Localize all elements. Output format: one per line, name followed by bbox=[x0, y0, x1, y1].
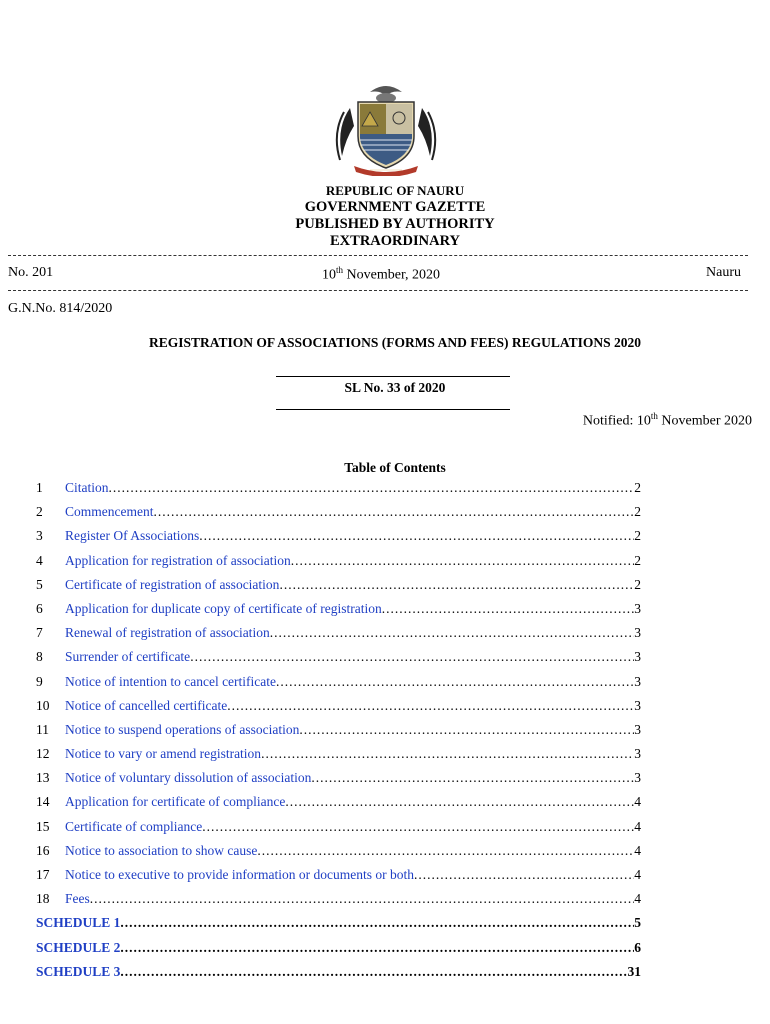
toc-entry-page: 4 bbox=[634, 867, 641, 882]
dot-leader bbox=[311, 770, 634, 786]
toc-entry-page: 2 bbox=[634, 480, 641, 495]
republic-heading: REPUBLIC OF NAURU bbox=[325, 183, 465, 198]
schedule-link[interactable]: SCHEDULE 2 bbox=[36, 939, 121, 955]
toc-entry-link[interactable]: Notice of cancelled certificate bbox=[65, 697, 228, 713]
toc-entry-link[interactable]: Register Of Associations bbox=[65, 528, 200, 544]
toc-entry-page: 2 bbox=[634, 504, 641, 520]
toc-entry[interactable] bbox=[36, 577, 641, 601]
dot-leader bbox=[120, 915, 634, 931]
toc-entry-page: 3 bbox=[634, 600, 641, 616]
notified-date: Notified: 10th November 2020 bbox=[582, 411, 752, 429]
issue-date: 10th November, 2020 bbox=[322, 265, 441, 283]
published-heading: PUBLISHED BY AUTHORITY bbox=[295, 216, 495, 232]
toc-entry-number: 17 bbox=[36, 867, 50, 882]
gazette-heading: GOVERNMENT GAZETTE bbox=[304, 199, 486, 215]
toc-entry-page: 2 bbox=[634, 576, 641, 592]
toc-entry-number: 12 bbox=[36, 746, 50, 762]
toc-entry[interactable] bbox=[36, 746, 641, 770]
toc-entry-number: 2 bbox=[36, 504, 43, 520]
schedule-entry[interactable] bbox=[36, 964, 641, 988]
toc-entry-page: 4 bbox=[634, 794, 641, 810]
schedule-link[interactable]: SCHEDULE 1 bbox=[36, 915, 121, 931]
toc-entry-link[interactable]: Certificate of registration of association bbox=[65, 576, 280, 592]
toc-entry-number: 4 bbox=[36, 552, 43, 568]
toc-entry-link[interactable]: Notice to suspend operations of association bbox=[65, 721, 300, 737]
toc-entry-number: 15 bbox=[36, 818, 50, 834]
dot-leader bbox=[291, 553, 635, 569]
dot-leader bbox=[285, 794, 634, 810]
toc-entry[interactable] bbox=[36, 649, 641, 673]
dot-leader bbox=[257, 843, 634, 859]
toc-entry-page: 4 bbox=[634, 842, 641, 858]
schedule-link[interactable]: SCHEDULE 3 bbox=[36, 963, 121, 979]
toc-entry-page: 3 bbox=[634, 721, 641, 737]
toc-entry[interactable] bbox=[36, 674, 641, 698]
table-of-contents bbox=[36, 480, 641, 988]
dashed-divider bbox=[8, 255, 748, 256]
dot-leader bbox=[202, 819, 634, 835]
toc-entry-page: 3 bbox=[634, 697, 641, 713]
toc-entry[interactable] bbox=[36, 867, 641, 891]
toc-entry-number: 9 bbox=[36, 673, 43, 689]
toc-entry-page: 2 bbox=[634, 528, 641, 544]
schedule-page: 6 bbox=[634, 939, 641, 955]
toc-entry-number: 8 bbox=[36, 649, 43, 665]
toc-heading: Table of Contents bbox=[344, 460, 446, 475]
toc-entry[interactable] bbox=[36, 770, 641, 794]
toc-entry-link[interactable]: Application for duplicate copy of certificate of registration bbox=[65, 600, 382, 616]
toc-entry[interactable] bbox=[36, 528, 641, 552]
schedule-entry[interactable] bbox=[36, 915, 641, 939]
toc-entry-number: 16 bbox=[36, 842, 50, 858]
dashed-divider bbox=[8, 290, 748, 291]
toc-entry[interactable] bbox=[36, 601, 641, 625]
toc-entry[interactable] bbox=[36, 891, 641, 915]
dot-leader bbox=[227, 698, 634, 714]
schedule-entry[interactable] bbox=[36, 940, 641, 964]
toc-entry-number: 5 bbox=[36, 576, 43, 592]
toc-entry[interactable] bbox=[36, 819, 641, 843]
dot-leader bbox=[109, 480, 635, 496]
issue-number: No. 201 bbox=[8, 265, 54, 280]
toc-entry-number: 6 bbox=[36, 600, 43, 616]
toc-entry-page: 4 bbox=[634, 818, 641, 834]
toc-entry[interactable] bbox=[36, 504, 641, 528]
toc-entry-link[interactable]: Notice to vary or amend registration bbox=[65, 746, 262, 762]
toc-entry-link[interactable]: Notice to executive to provide information or documents or both bbox=[65, 867, 415, 882]
toc-entry-link[interactable]: Citation bbox=[65, 480, 109, 495]
toc-entry-link[interactable]: Notice to association to show cause bbox=[65, 842, 258, 858]
toc-entry-page: 3 bbox=[634, 770, 641, 786]
toc-entry-page: 4 bbox=[634, 891, 641, 907]
rule-line bbox=[276, 409, 510, 410]
dot-leader bbox=[199, 528, 634, 544]
toc-entry-number: 7 bbox=[36, 625, 43, 641]
extraordinary-heading: EXTRAORDINARY bbox=[330, 233, 460, 249]
toc-entry-link[interactable]: Fees bbox=[65, 891, 90, 907]
dot-leader bbox=[270, 625, 635, 641]
sl-number: SL No. 33 of 2020 bbox=[344, 380, 446, 395]
toc-entry-number: 3 bbox=[36, 528, 43, 544]
toc-entry-number: 11 bbox=[36, 721, 49, 737]
schedule-page: 31 bbox=[627, 963, 641, 979]
schedule-page: 5 bbox=[634, 915, 641, 931]
dot-leader bbox=[90, 891, 635, 907]
toc-entry-page: 2 bbox=[634, 552, 641, 568]
gn-number: G.N.No. 814/2020 bbox=[8, 301, 113, 316]
dot-leader bbox=[299, 722, 634, 738]
toc-entry[interactable] bbox=[36, 698, 641, 722]
toc-entry-page: 3 bbox=[634, 625, 641, 641]
toc-entry-link[interactable]: Certificate of compliance bbox=[65, 818, 203, 834]
dot-leader bbox=[120, 940, 634, 956]
toc-entry-number: 1 bbox=[36, 480, 43, 495]
dot-leader bbox=[279, 577, 634, 593]
toc-entry-link[interactable]: Commencement bbox=[65, 504, 154, 520]
toc-entry-number: 14 bbox=[36, 794, 50, 810]
rule-line bbox=[276, 376, 510, 377]
dot-leader bbox=[190, 649, 634, 665]
toc-entry[interactable] bbox=[36, 625, 641, 649]
toc-entry-link[interactable]: Notice of intention to cancel certificate bbox=[65, 673, 277, 689]
toc-entry-number: 13 bbox=[36, 770, 50, 786]
toc-entry-link[interactable]: Notice of voluntary dissolution of association bbox=[65, 770, 312, 786]
toc-entry-link[interactable]: Application for registration of association bbox=[65, 552, 291, 568]
toc-entry-page: 3 bbox=[634, 673, 641, 689]
dot-leader bbox=[153, 504, 634, 520]
toc-entry-number: 18 bbox=[36, 891, 50, 907]
toc-entry-page: 3 bbox=[634, 649, 641, 665]
toc-entry[interactable] bbox=[36, 843, 641, 867]
toc-entry-number: 10 bbox=[36, 697, 50, 713]
toc-entry-link[interactable]: Surrender of certificate bbox=[65, 649, 191, 665]
dot-leader bbox=[382, 601, 635, 617]
dot-leader bbox=[414, 867, 634, 883]
toc-entry-link[interactable]: Application for certificate of compliance bbox=[65, 794, 286, 810]
toc-entry[interactable] bbox=[36, 480, 641, 504]
coat-of-arms-emblem bbox=[330, 78, 442, 176]
dot-leader bbox=[120, 964, 627, 980]
toc-entry-link[interactable]: Renewal of registration of association bbox=[65, 625, 270, 641]
toc-entry-page: 3 bbox=[634, 746, 641, 762]
toc-entry[interactable] bbox=[36, 722, 641, 746]
regulations-title: REGISTRATION OF ASSOCIATIONS (FORMS AND FEES) REGULATIONS 2020 bbox=[149, 335, 641, 350]
issue-place: Nauru bbox=[706, 265, 741, 280]
dot-leader bbox=[261, 746, 634, 762]
toc-entry[interactable] bbox=[36, 553, 641, 577]
toc-entry[interactable] bbox=[36, 794, 641, 818]
dot-leader bbox=[276, 674, 634, 690]
